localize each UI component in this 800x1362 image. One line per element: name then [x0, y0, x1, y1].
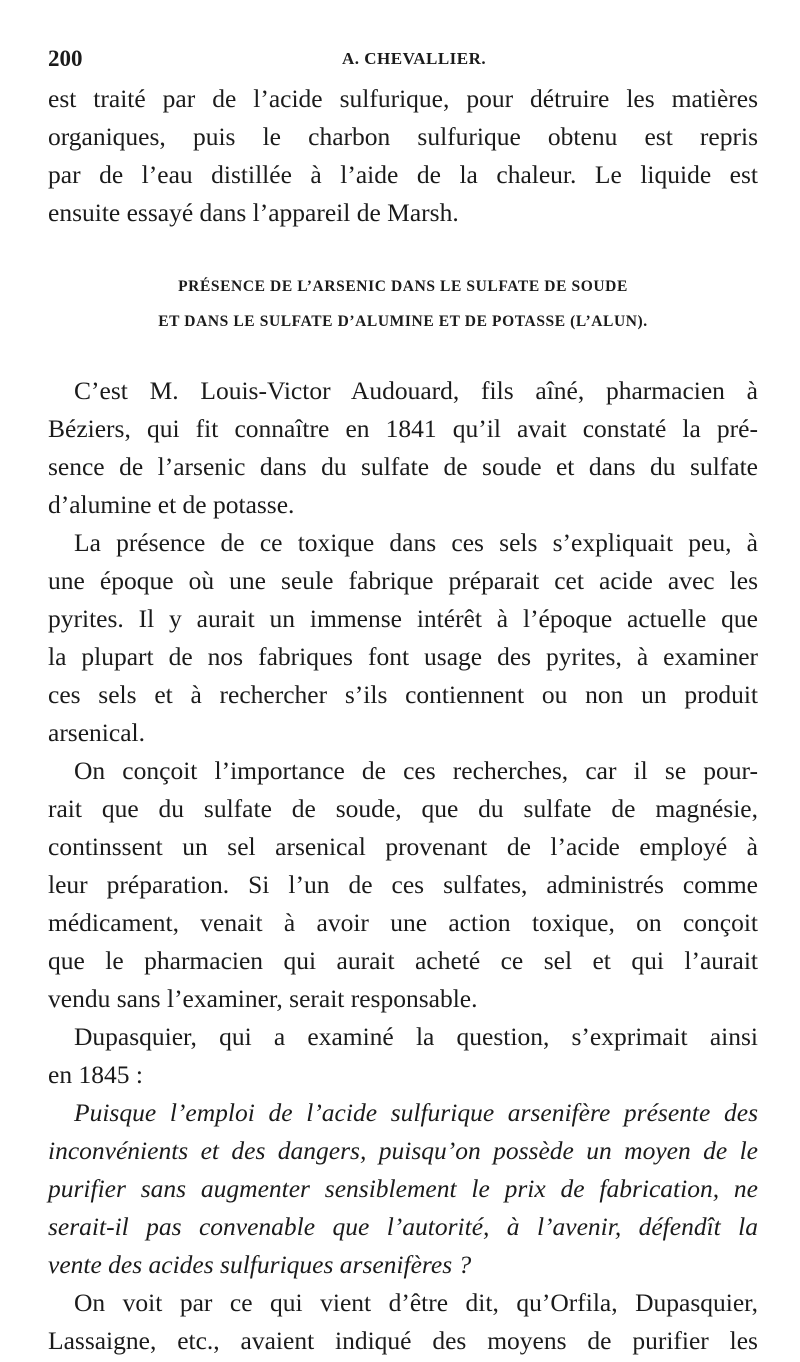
text-line: est traité par de l’acide sulfurique, pour détruire les matières	[48, 84, 758, 113]
text-line: par de l’eau distillée à l’aide de la chaleur. Le liquide est	[48, 160, 758, 189]
quote-line: serait-il pas convenable que l’autorité, à l’avenir, défendît la	[48, 1212, 758, 1241]
text-line: La présence de ce toxique dans ces sels s’expliquait peu, à	[74, 528, 758, 557]
section-heading-line-2: ET DANS LE SULFATE D’ALUMINE ET DE POTASSE (L’ALUN).	[158, 313, 648, 330]
text-line: Lassaigne, etc., avaient indiqué des moyens de purifier les	[48, 1326, 758, 1355]
page-number: 200	[48, 46, 83, 71]
text-line: vendu sans l’examiner, serait responsable.	[48, 984, 478, 1013]
text-line: la plupart de nos fabriques font usage des pyrites, à examiner	[48, 642, 758, 671]
text-line: sence de l’arsenic dans du sulfate de soude et dans du sulfate	[48, 452, 758, 481]
text-line: Béziers, qui fit connaître en 1841 qu’il avait constaté la pré-	[48, 414, 758, 443]
text-line: On voit par ce qui vient d’être dit, qu’Orfila, Dupasquier,	[74, 1288, 758, 1317]
quote-line: vente des acides sulfuriques arsenifères ?	[48, 1250, 472, 1279]
text-line: Dupasquier, qui a examiné la question, s’exprimait ainsi	[74, 1022, 758, 1051]
text-line: rait que du sulfate de soude, que du sulfate de magnésie,	[48, 794, 758, 823]
text-line: C’est M. Louis-Victor Audouard, fils aîné, pharmacien à	[74, 376, 758, 405]
quote-line: Puisque l’emploi de l’acide sulfurique arsenifère présente des	[74, 1098, 758, 1127]
quote-line: inconvénients et des dangers, puisqu’on possède un moyen de le	[48, 1136, 758, 1165]
running-head	[48, 46, 768, 76]
text-line: médicament, venait à avoir une action toxique, on conçoit	[48, 908, 758, 937]
running-title: A. CHEVALLIER.	[342, 49, 487, 68]
text-line: ces sels et à rechercher s’ils contiennent ou non un produit	[48, 680, 758, 709]
text-line: On conçoit l’importance de ces recherches, car il se pour-	[74, 756, 758, 785]
text-line: continssent un sel arsenical provenant de l’acide employé à	[48, 832, 758, 861]
text-line: une époque où une seule fabrique préparait cet acide avec les	[48, 566, 758, 595]
text-line: en 1845 :	[48, 1060, 143, 1089]
text-line: arsenical.	[48, 718, 145, 747]
text-line: d’alumine et de potasse.	[48, 490, 295, 519]
text-line: ensuite essayé dans l’appareil de Marsh.	[48, 198, 459, 227]
quote-line: purifier sans augmenter sensiblement le prix de fabrication, ne	[48, 1174, 758, 1203]
text-line: organiques, puis le charbon sulfurique obtenu est repris	[48, 122, 758, 151]
text-line: pyrites. Il y aurait un immense intérêt à l’époque actuelle que	[48, 604, 758, 633]
section-heading-line-1: PRÉSENCE DE L’ARSENIC DANS LE SULFATE DE SOUDE	[178, 278, 628, 295]
text-line: que le pharmacien qui aurait acheté ce sel et qui l’aurait	[48, 946, 758, 975]
text-line: leur préparation. Si l’un de ces sulfates, administrés comme	[48, 870, 758, 899]
